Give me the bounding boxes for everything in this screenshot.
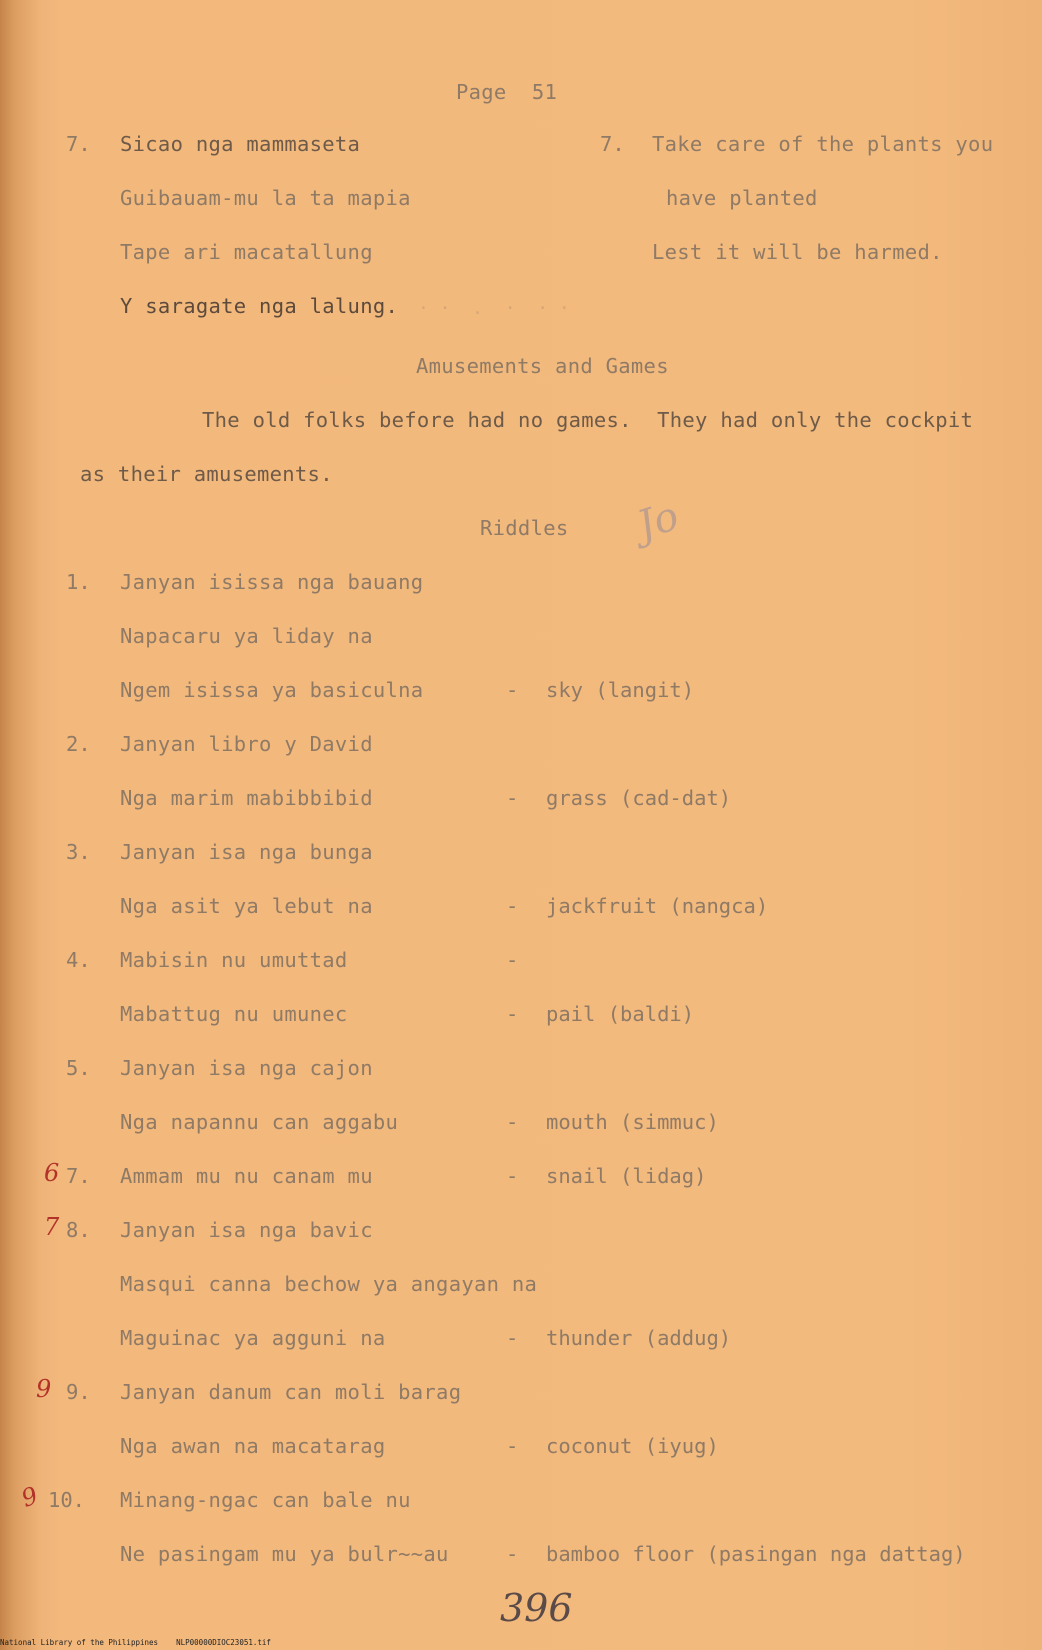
riddle-3-line-2: Nga asit ya lebut na bbox=[120, 894, 373, 918]
riddle-7-answer: thunder (addug) bbox=[546, 1326, 732, 1350]
amusements-paragraph-line-2: as their amusements. bbox=[80, 462, 333, 486]
handwritten-correction-7: 7 bbox=[44, 1213, 60, 1241]
handwritten-correction-8: 9 bbox=[36, 1375, 52, 1403]
riddle-4-answer: pail (baldi) bbox=[546, 1002, 695, 1026]
handwritten-correction-9: 9 bbox=[17, 1481, 42, 1513]
archive-footer-caption: National Library of the Philippines NLP00000DIOC23051.tif bbox=[0, 1638, 271, 1647]
riddle-4-line-2: Mabattug nu umunec bbox=[120, 1002, 348, 1026]
riddle-2-dash: - bbox=[506, 786, 519, 810]
amusements-heading: Amusements and Games bbox=[416, 354, 669, 378]
riddle-3-dash: - bbox=[506, 894, 519, 918]
riddles-heading: Riddles bbox=[480, 516, 569, 540]
page-label: Page 51 bbox=[456, 80, 558, 104]
riddle-9-number: 10. bbox=[48, 1488, 86, 1512]
riddle-9-line-2: Ne pasingam mu ya bulr~~au bbox=[120, 1542, 449, 1566]
riddle-9-dash: - bbox=[506, 1542, 519, 1566]
amusements-paragraph-line-1: The old folks before had no games. They had only the cockpit bbox=[202, 408, 974, 432]
riddle-7-line-1: Janyan isa nga bavic bbox=[120, 1218, 373, 1242]
riddle-2-answer: grass (cad-dat) bbox=[546, 786, 732, 810]
poem-left-line-2: Guibauam-mu la ta mapia bbox=[120, 186, 411, 210]
riddle-8-dash: - bbox=[506, 1434, 519, 1458]
riddle-1-line-3: Ngem isissa ya basiculna bbox=[120, 678, 424, 702]
riddle-4-dash-2: - bbox=[506, 1002, 519, 1026]
riddle-8-answer: coconut (iyug) bbox=[546, 1434, 719, 1458]
riddle-4-line-1: Mabisin nu umuttad bbox=[120, 948, 348, 972]
riddle-1-number: 1. bbox=[66, 570, 91, 594]
pencil-initials: Jo bbox=[631, 492, 685, 550]
riddle-8-line-1: Janyan danum can moli barag bbox=[120, 1380, 462, 1404]
riddle-8-line-2: Nga awan na macatarag bbox=[120, 1434, 386, 1458]
poem-right-line-2: have planted bbox=[666, 186, 818, 210]
riddle-7-line-3: Maguinac ya agguni na bbox=[120, 1326, 386, 1350]
riddle-1-answer: sky (langit) bbox=[546, 678, 695, 702]
handwritten-correction-6: 6 bbox=[44, 1159, 60, 1187]
riddle-2-line-1: Janyan libro y David bbox=[120, 732, 373, 756]
riddle-1-line-2: Napacaru ya liday na bbox=[120, 624, 373, 648]
riddle-3-line-1: Janyan isa nga bunga bbox=[120, 840, 373, 864]
poem-left-line-1: Sicao nga mammaseta bbox=[120, 132, 361, 156]
riddle-6-number: 7. bbox=[66, 1164, 91, 1188]
document-page: Page 51 7. Sicao nga mammaseta Guibauam-mu la ta mapia Tape ari macatallung Y saragate nga lalung. · · . · · · 7. Take care of the plants you have planted Lest it will be harmed. Amusements and Games The old folks before had no games. They had only the cockpit as their amusements. Riddles Jo 1. Janyan isissa nga bauang Napacaru ya liday na Ngem isissa ya basiculna - sky (langit) 2. Janyan libro y David Nga marim mabibbibid - grass (cad-dat) 3. Janyan isa nga bunga Nga asit ya lebut na - jackfruit (nangca) 4. Mabisin nu umuttad - Mabattug nu umunec - pail (baldi) 5. Janyan isa nga cajon Nga napannu can aggabu - mouth (simmuc) 6 7. Ammam mu nu canam mu - snail (lidag) 7 8. Janyan isa nga bavic Masqui canna bechow ya angayan na Maguinac ya agguni na - thunder (addug) 9 9. Janyan danum can moli barag Nga awan na macatarag - coconut (iyug) 9 10. Minang-ngac can bale nu Ne pasingam mu ya bulr~~au - bamboo floor (pasingan nga dattag) 396 National Library of the Philippines NLP00000DIOC23051.tif bbox=[0, 0, 1042, 1650]
riddle-6-answer: snail (lidag) bbox=[546, 1164, 707, 1188]
riddle-1-dash: - bbox=[506, 678, 519, 702]
poem-left-line-3: Tape ari macatallung bbox=[120, 240, 373, 264]
riddle-9-answer: bamboo floor (pasingan nga dattag) bbox=[546, 1542, 966, 1566]
poem-number-right: 7. bbox=[600, 132, 625, 156]
riddle-4-dash-1: - bbox=[506, 948, 519, 972]
riddle-5-answer: mouth (simmuc) bbox=[546, 1110, 719, 1134]
riddle-1-line-1: Janyan isissa nga bauang bbox=[120, 570, 424, 594]
riddle-3-number: 3. bbox=[66, 840, 91, 864]
riddle-7-line-2: Masqui canna bechow ya angayan na bbox=[120, 1272, 538, 1296]
riddle-8-number: 9. bbox=[66, 1380, 91, 1404]
riddle-9-line-1: Minang-ngac can bale nu bbox=[120, 1488, 411, 1512]
riddle-2-line-2: Nga marim mabibbibid bbox=[120, 786, 373, 810]
riddle-5-dash: - bbox=[506, 1110, 519, 1134]
riddle-7-number: 8. bbox=[66, 1218, 91, 1242]
poem-right-line-1: Take care of the plants you bbox=[652, 132, 994, 156]
handwritten-page-number: 396 bbox=[500, 1586, 573, 1630]
riddle-5-line-1: Janyan isa nga cajon bbox=[120, 1056, 373, 1080]
riddle-6-line-1: Ammam mu nu canam mu bbox=[120, 1164, 373, 1188]
riddle-6-dash: - bbox=[506, 1164, 519, 1188]
riddle-5-line-2: Nga napannu can aggabu bbox=[120, 1110, 399, 1134]
poem-left-line-4: Y saragate nga lalung. bbox=[120, 294, 399, 318]
riddle-3-answer: jackfruit (nangca) bbox=[546, 894, 769, 918]
riddle-5-number: 5. bbox=[66, 1056, 91, 1080]
poem-right-line-3: Lest it will be harmed. bbox=[652, 240, 943, 264]
riddle-4-number: 4. bbox=[66, 948, 91, 972]
riddle-2-number: 2. bbox=[66, 732, 91, 756]
riddle-7-dash: - bbox=[506, 1326, 519, 1350]
poem-number-left: 7. bbox=[66, 132, 91, 156]
